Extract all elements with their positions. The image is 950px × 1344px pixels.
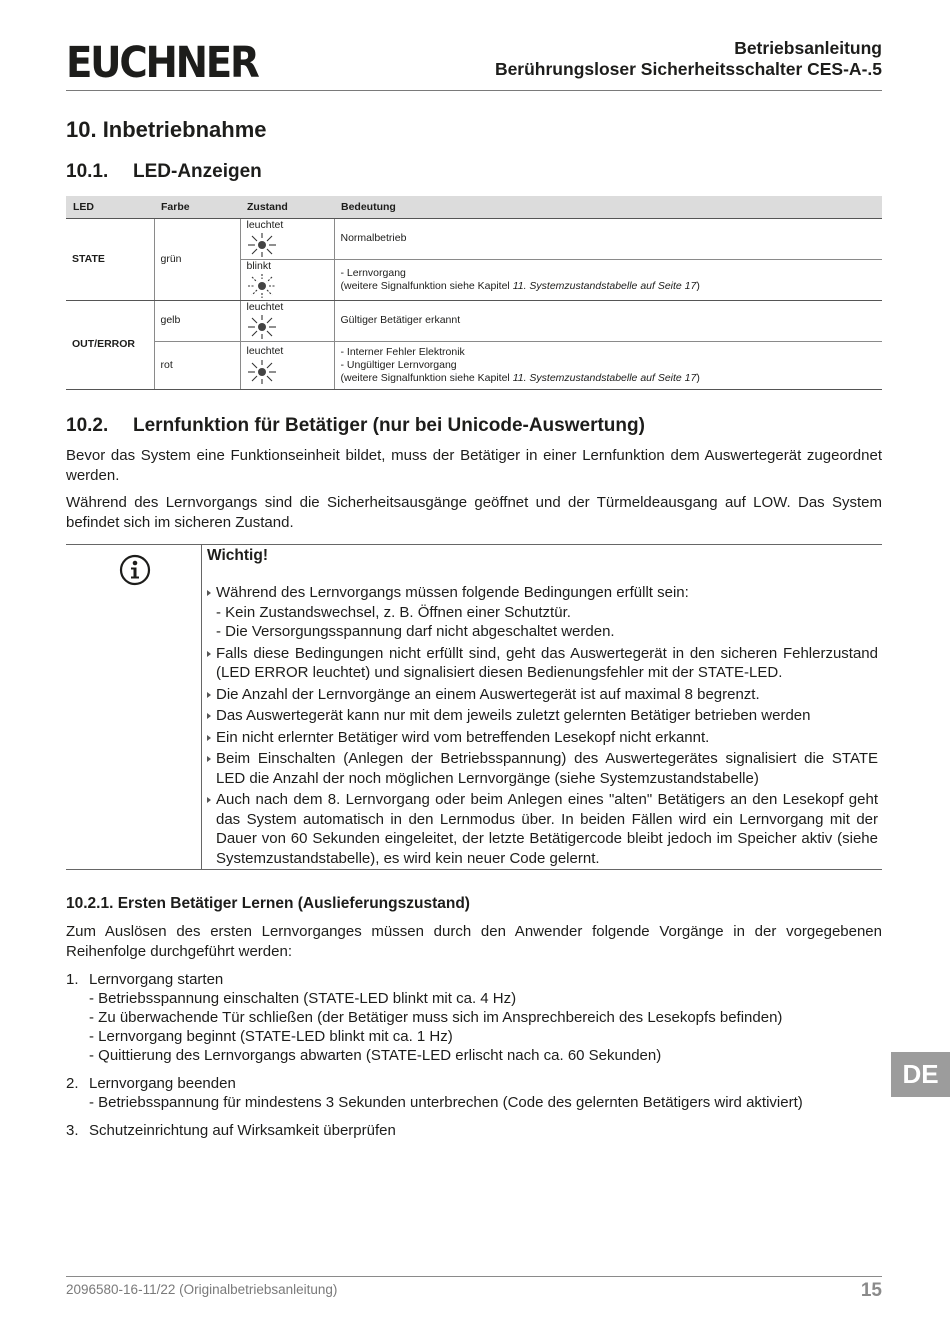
bullet-arrow-icon: [207, 735, 211, 741]
meaning-cell: [334, 341, 882, 389]
info-icon: [119, 554, 151, 586]
list-item: [206, 685, 878, 705]
list-subitem: - Kein Zustandswechsel, z. B. Öffnen einer Schutztür.: [216, 603, 571, 621]
meaning-cell: [334, 259, 882, 300]
step-text: Lernvorgang beenden: [89, 1075, 236, 1092]
meaning-line: Normalbetrieb: [340, 232, 407, 244]
table-header-cell: Bedeutung: [334, 196, 882, 218]
list-item-text: Falls diese Bedingungen nicht erfüllt sind, geht das Auswertegerät in den sicheren Fehlerzustand (LED ERROR leuchtet) und signalisiert diesen Bedienungsfehler mit der STATE-LED.: [216, 644, 878, 681]
led-cell: OUT/ERROR: [66, 300, 154, 389]
step-subitem: - Betriebsspannung einschalten (STATE-LED blinkt mit ca. 4 Hz): [89, 990, 517, 1007]
document-title: Berührungsloser Sicherheitsschalter CES-A-.5: [494, 59, 882, 79]
list-item-text: Beim Einschalten (Anlegen der Betriebsspannung) des Auswertegerätes signalisiert die STATE LED die Anzahl der noch möglichen Lernvorgänge (siehe Systemzustandstabelle): [216, 750, 878, 787]
color-cell: grün: [154, 218, 240, 300]
state-text: leuchtet: [246, 300, 284, 313]
page-number: 15: [860, 1280, 882, 1301]
subsection-number: 10.1.: [66, 161, 109, 182]
document-header: [495, 38, 882, 80]
table-header-row: [66, 196, 882, 218]
color-cell: rot: [154, 341, 240, 389]
state-text: leuchtet: [246, 345, 284, 358]
table-row: [66, 341, 882, 389]
notice-list: [206, 583, 878, 870]
led-cell: STATE: [66, 218, 154, 300]
step-subitem: - Betriebsspannung für mindestens 3 Sekunden unterbrechen (Code des gelernten Betätigers wird aktiviert): [89, 1094, 803, 1111]
color-cell: gelb: [154, 300, 240, 341]
list-item: [206, 644, 878, 683]
document-number: 2096580-16-11/22 (Originalbetriebsanleitung): [66, 1282, 338, 1297]
list-item: [206, 728, 878, 748]
meaning-line: Gültiger Betätiger erkannt: [340, 314, 461, 326]
meaning-line: - Interner Fehler Elektronik: [340, 345, 465, 358]
subsection-heading-lernfunktion: [66, 415, 645, 437]
list-item: [206, 790, 878, 868]
step-text: Lernvorgang starten: [89, 971, 224, 988]
bullet-arrow-icon: [207, 651, 211, 657]
meaning-cell: [334, 300, 882, 341]
bullet-arrow-icon: [207, 797, 211, 803]
reference-suffix: ): [696, 279, 700, 292]
bullet-arrow-icon: [207, 756, 211, 762]
language-tab: DE: [891, 1052, 950, 1097]
reference-suffix: ): [696, 371, 700, 384]
chapter-reference: [341, 372, 877, 385]
paragraph: Bevor das System eine Funktionseinheit bildet, muss der Betätiger in einer Lernfunktion dem Auswertegerät zugeordnet werden.: [66, 447, 882, 484]
bullet-arrow-icon: [207, 692, 211, 698]
step-number: 2.: [66, 1075, 79, 1092]
list-item: [206, 749, 878, 788]
state-cell: [240, 341, 334, 389]
chapter-reference: [341, 280, 877, 293]
list-item: [206, 583, 878, 642]
table-row: [66, 300, 882, 341]
step-item: [66, 1121, 882, 1140]
table-row: [66, 218, 882, 259]
reference-chapter: 11. Systemzustandstabelle auf Seite 17: [512, 371, 697, 384]
state-cell: [240, 218, 334, 259]
list-item-text: Auch nach dem 8. Lernvorgang oder beim Anlegen eines "alten" Betätigers an den Lesekopf geht das System automatisch in den Lernmodus über. In beiden Fällen wird ein Lernvorgang mit der Dauer von 60 Sekunden eingeleitet, der letzte Betätigercode bleibt jedoch im Speicher aktiv (siehe Systemzustandstabelle), es wird kein neuer Code gelernt.: [216, 791, 878, 867]
reference-chapter: 11. Systemzustandstabelle auf Seite 17: [512, 279, 697, 292]
state-cell: [240, 259, 334, 300]
step-subitem: - Lernvorgang beginnt (STATE-LED blinkt mit ca. 1 Hz): [89, 1028, 453, 1045]
important-notice: [66, 544, 882, 870]
led-on-icon: [247, 314, 277, 340]
steps-list: [66, 970, 882, 1149]
step-number: 3.: [66, 1122, 79, 1139]
subsection-title: LED-Anzeigen: [133, 161, 262, 182]
paragraph: Zum Auslösen des ersten Lernvorganges müssen durch den Anwender folgende Vorgänge in der vorgegebenen Reihenfolge durchgeführt werden:: [66, 923, 882, 960]
step-number: 1.: [66, 971, 79, 988]
subsection-heading-led: [66, 161, 262, 183]
step-subitem: - Zu überwachende Tür schließen (der Betätiger muss sich im Ansprechbereich des Lesekopfs befinden): [89, 1009, 783, 1026]
list-item-text: Während des Lernvorgangs müssen folgende Bedingungen erfüllt sein:: [216, 584, 689, 601]
led-table: [66, 196, 882, 390]
step-text: Schutzeinrichtung auf Wirksamkeit überprüfen: [89, 1122, 396, 1139]
step-item: [66, 1074, 882, 1112]
list-item-text: Das Auswertegerät kann nur mit dem jeweils zuletzt gelernten Betätiger betrieben werden: [216, 707, 811, 724]
meaning-line: - Ungültiger Lernvorgang: [340, 358, 457, 371]
table-header-cell: LED: [66, 196, 154, 218]
document-type: Betriebsanleitung: [734, 38, 882, 58]
subsection-number: 10.2.: [66, 415, 109, 436]
list-subitem: - Die Versorgungsspannung darf nicht abgeschaltet werden.: [216, 623, 615, 640]
table-header-cell: Farbe: [154, 196, 240, 218]
step-item: [66, 970, 882, 1065]
led-blink-icon: [247, 273, 277, 299]
bullet-arrow-icon: [207, 590, 211, 596]
state-text: blinkt: [246, 259, 272, 272]
state-cell: [240, 300, 334, 341]
subsubsection-heading: 10.2.1. Ersten Betätiger Lernen (Auslieferungszustand): [66, 895, 470, 912]
euchner-logo: EUCHNER: [66, 38, 258, 88]
list-item-text: Ein nicht erlernter Betätiger wird vom betreffenden Lesekopf nicht erkannt.: [216, 728, 710, 746]
table-header-cell: Zustand: [240, 196, 334, 218]
led-on-icon: [247, 359, 277, 385]
reference-prefix: (weitere Signalfunktion siehe Kapitel: [340, 279, 513, 292]
header-divider: [66, 90, 882, 91]
led-on-icon: [247, 232, 277, 258]
meaning-line: - Lernvorgang: [340, 266, 406, 279]
list-item: [206, 706, 878, 726]
notice-title: Wichtig!: [207, 547, 268, 564]
state-text: leuchtet: [246, 218, 284, 231]
step-subitem: - Quittierung des Lernvorgangs abwarten (STATE-LED erlischt nach ca. 60 Sekunden): [89, 1047, 662, 1064]
notice-divider: [201, 545, 202, 869]
section-heading: 10. Inbetriebnahme: [66, 117, 267, 142]
meaning-cell: [334, 218, 882, 259]
list-item-text: Die Anzahl der Lernvorgänge an einem Auswertegerät ist auf maximal 8 begrenzt.: [216, 685, 760, 703]
footer-divider: [66, 1276, 882, 1277]
subsection-title: Lernfunktion für Betätiger (nur bei Unicode-Auswertung): [133, 415, 645, 436]
bullet-arrow-icon: [207, 713, 211, 719]
paragraph: Während des Lernvorgangs sind die Sicherheitsausgänge geöffnet und der Türmeldeausgang auf LOW. Das System befindet sich im sicheren Zustand.: [66, 494, 882, 531]
reference-prefix: (weitere Signalfunktion siehe Kapitel: [340, 371, 513, 384]
